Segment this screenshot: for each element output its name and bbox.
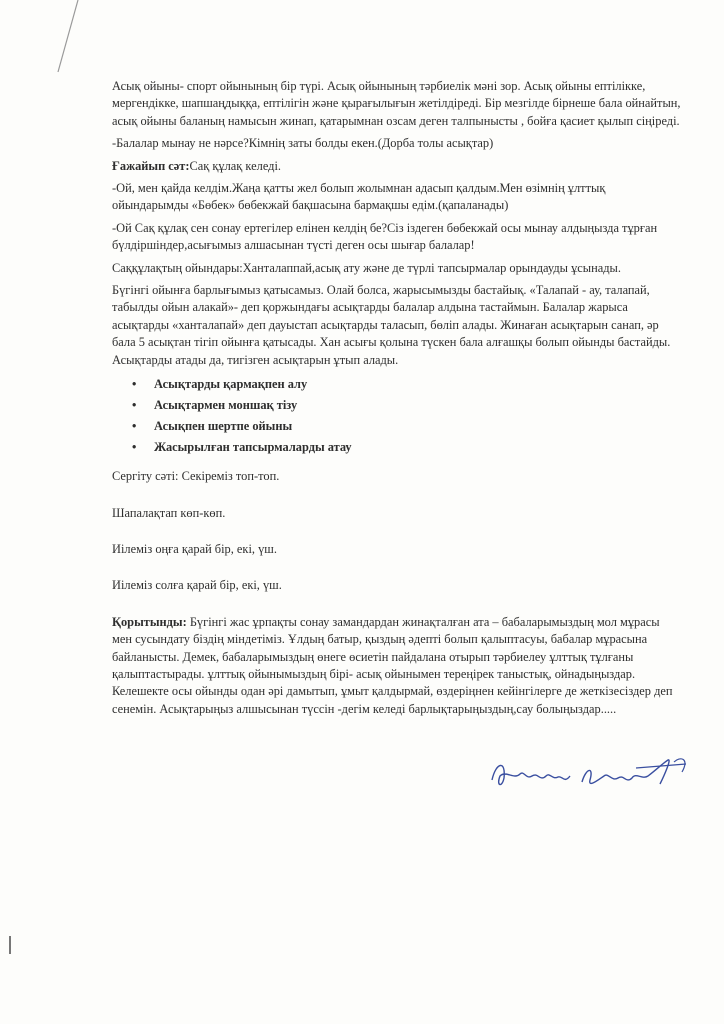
- intro-paragraph: Асық ойыны- спорт ойынының бір түрі. Асық ойынының тәрбиелік мәні зор. Асық ойыны ептілікке, мергендікке, шапшаңдыққа, ептілігін және қырағылығын жетілдіреді. Бір мезгілде бірнеше бала ойнайтын, асық ойыны баланың намысын жинап, қатарымнан озсам деген талпынысты , бойға қасиет қылып сіңіреді.: [112, 79, 681, 128]
- warmup-line: Сергіту сәті: Секіреміз топ-топ.: [112, 469, 280, 484]
- list-item: • Асықпен шертпе ойыны: [154, 416, 682, 437]
- game-description-paragraph: Бүгінгі ойынға барлығымыз қатысамыз. Олай болса, жарысымызды бастайық. «Талапай - ау, талапай, табылды ойын алакай»- деп қоржындағы асықтарды балалар алдына тастаймын. Балалар жарыса асықтарды «ханталапай» деп дауыстап асықтарды таласып, бөліп алады. Жинаған асықтарын санап, әр бала 5 асықтан тігіп ойынға қатысады. Хан асығы қолына түскен бала алғашқы болып ойынды бастайды. Асықтарды атады да, тигізген асықтарын ұтып алады.: [112, 283, 671, 367]
- teacher-speech-paragraph: -Ой Сақ құлақ сен сонау ертегілер елінен келдің бе?Сіз іздеген бөбекжай осы мынау алдыңызда тұрған бүлдіршіндер,асығымыз алшасынан түсті деген осы шығар балалар!: [112, 220, 658, 253]
- miracle-moment-paragraph: [112, 158, 682, 175]
- conclusion-label: Қорытынды:: [112, 614, 187, 629]
- conclusion-text: Бүгінгі жас ұрпақты сонау замандардан жинақталған ата – бабаларымыздың мол мұрасы мен сусындату біздің міндетіміз. Ұлдың батыр, қыздың әдепті болып қалыптасуы, бабалар мұрасына байланысты. Демек, бабаларымыздың өнеге өсиетін пайдалана отырып тәрбиелеу ұлттық тұлғаны қалыптастырады. ұлттық ойынымыздың бірі- асық ойынымен тереңірек таныстық, ойнадыңыздар. Келешекте осы ойынды одан әрі дамытып, ұмыт қалдырмай, өздеріңнен кейінгілерге де жеткізесіздер деп сенемін. Асықтарыңыз алшысынан түссін -дегім келеді барлықтарыңыздың,сау болыңыздар.....: [112, 614, 673, 716]
- handwritten-signature: [486, 750, 698, 800]
- warmup-line: Иілеміз солға қарай бір, екі, үш.: [112, 578, 282, 593]
- conclusion-paragraph: [112, 614, 682, 718]
- list-item: • Асықтармен моншақ тізу: [154, 395, 682, 416]
- document-body: [112, 78, 682, 723]
- miracle-moment-label: Ғажайып сәт:: [112, 158, 190, 173]
- scan-mark: [9, 936, 11, 954]
- question-paragraph: -Балалар мынау не нәрсе?Кімнің заты болды екен.(Дорба толы асықтар): [112, 136, 494, 151]
- warmup-line: Шапалақтап көп-көп.: [112, 505, 226, 520]
- list-item: • Жасырылған тапсырмаларды атау: [154, 437, 682, 458]
- warmup-line: Иілеміз оңға қарай бір, екі, үш.: [112, 541, 277, 556]
- miracle-moment-text: Сақ құлақ келеді.: [189, 158, 282, 173]
- games-list: [112, 374, 682, 458]
- character-speech-paragraph: -Ой, мен қайда келдім.Жаңа қатты жел болып жолымнан адасып қалдым.Мен өзімнің ұлттық ойындарымды «Бөбек» бөбекжай бақшасына бармақшы едім.(қапаланады): [112, 181, 606, 213]
- games-intro-paragraph: Саққұлақтың ойындары:Ханталаппай,асық ату және де түрлі тапсырмалар орындауды ұсынады.: [112, 260, 621, 275]
- list-item: • Асықтарды қармақпен алу: [154, 374, 682, 395]
